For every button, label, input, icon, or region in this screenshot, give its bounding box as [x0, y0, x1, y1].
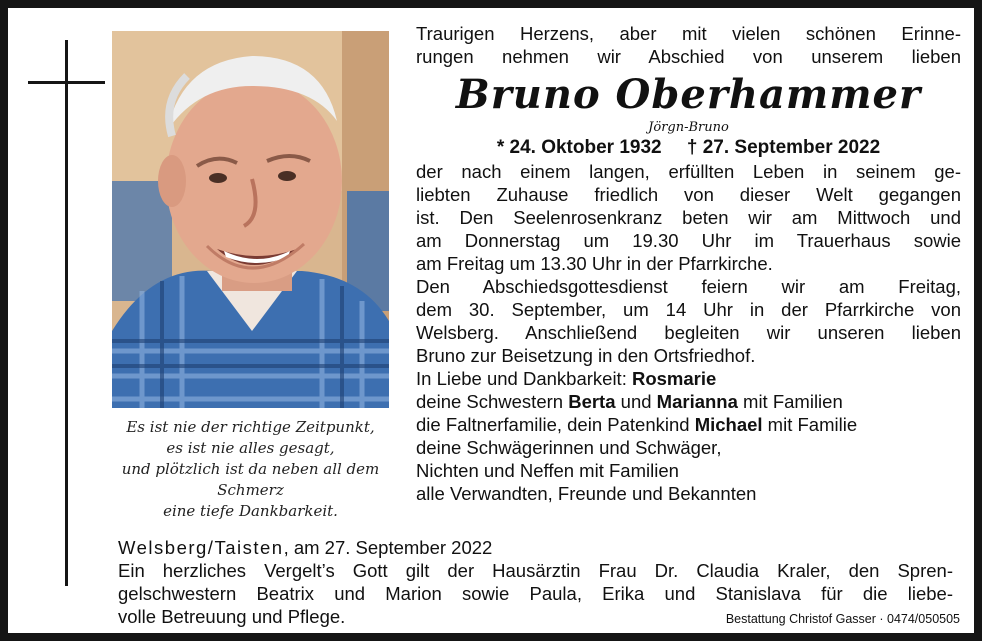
body-line: Den Abschiedsgottesdienst feiern wir am Freitag,	[416, 276, 961, 297]
mourners-line	[416, 367, 961, 390]
mourner-name: Marianna	[656, 391, 738, 412]
mourners-line: deine Schwägerinnen und Schwäger,	[416, 437, 722, 458]
body-line: Bruno zur Beisetzung in den Ortsfriedhof.	[416, 345, 756, 366]
thanks-line: volle Betreuung und Pflege.	[118, 606, 346, 627]
intro-line: rungen nehmen wir Abschied von unserem lieben	[416, 46, 961, 67]
mourners-text: die Faltnerfamilie, dein Patenkind	[416, 414, 695, 435]
thanks-line: Ein herzliches Vergelt’s Gott gilt der Hausärztin Frau Dr. Claudia Kraler, den Spren-	[118, 560, 953, 581]
portrait-photo	[112, 31, 389, 408]
quote-line: Es ist nie der richtige Zeitpunkt,	[126, 418, 375, 436]
mourners-line	[416, 413, 961, 436]
mourners-text: mit Familie	[762, 414, 858, 435]
body-line: dem 30. September, um 14 Uhr in der Pfarrkirche von	[416, 299, 961, 320]
quote-line: es ist nie alles gesagt,	[166, 439, 335, 457]
cross-icon	[65, 40, 68, 586]
deceased-name: Bruno Oberhammer	[455, 71, 922, 118]
body-line: der nach einem langen, erfüllten Leben in seinem ge-	[416, 161, 961, 182]
mourners-line	[416, 390, 961, 413]
life-dates	[416, 136, 961, 160]
place: Welsberg/Taisten	[118, 537, 284, 558]
quote-line: Schmerz	[217, 481, 284, 499]
mourner-name: Rosmarie	[631, 368, 717, 389]
body-line: am Donnerstag um 19.30 Uhr im Trauerhaus sowie	[416, 230, 961, 251]
thanks-line: gelschwestern Beatrix und Marion sowie Paula, Erika und Stanislava für die liebe-	[118, 583, 953, 604]
memorial-quote	[112, 417, 389, 522]
intro-line: Traurigen Herzens, aber mit vielen schönen Erinne-	[416, 23, 961, 44]
body-line: Welsberg. Anschließend begleiten wir unseren lieben	[416, 322, 961, 343]
quote-line: eine tiefe Dankbarkeit.	[163, 502, 338, 520]
cross-icon-bar	[28, 81, 105, 84]
place-date-line	[118, 536, 953, 559]
mourners-text: In Liebe und Dankbarkeit:	[416, 368, 632, 389]
main-text	[416, 22, 961, 505]
quote-line: und plötzlich ist da neben all dem	[121, 460, 380, 478]
mourners-text: und	[615, 391, 657, 412]
notice-date: , am 27. September 2022	[283, 537, 493, 558]
deceased-nickname: Jörgn-Bruno	[648, 120, 729, 135]
undertaker-credit: Bestattung Christof Gasser · 0474/050505	[725, 612, 960, 626]
body-line: am Freitag um 13.30 Uhr in der Pfarrkirche.	[416, 253, 773, 274]
body-line: ist. Den Seelenrosenkranz beten wir am Mittwoch und	[416, 207, 961, 228]
mourner-name: Michael	[694, 414, 763, 435]
mourner-name: Berta	[568, 391, 616, 412]
mourners-text: deine Schwestern	[416, 391, 569, 412]
mourners-text: mit Familien	[737, 391, 843, 412]
body-line: liebten Zuhause friedlich von dieser Welt gegangen	[416, 184, 961, 205]
death-date: † 27. September 2022	[686, 137, 881, 158]
mourners-line: Nichten und Neffen mit Familien	[416, 460, 679, 481]
birth-date: * 24. Oktober 1932	[496, 137, 662, 158]
mourners-line: alle Verwandten, Freunde und Bekannten	[416, 483, 757, 504]
